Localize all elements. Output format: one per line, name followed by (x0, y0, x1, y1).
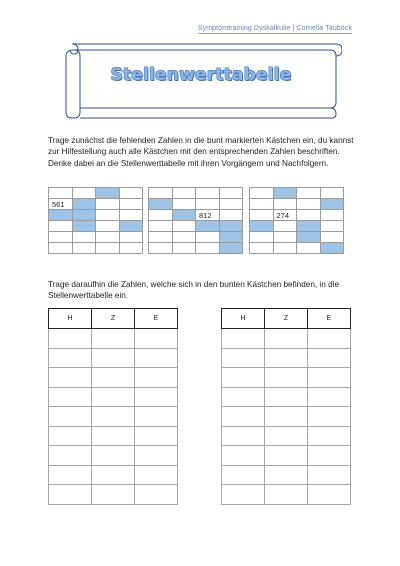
table-cell[interactable] (222, 465, 265, 485)
grid-cell[interactable] (250, 243, 274, 254)
table-row (49, 485, 178, 505)
grid-cell[interactable] (297, 199, 321, 210)
given-number-cell: 274 (273, 210, 297, 221)
grid-cell[interactable] (119, 199, 143, 210)
grid-cell[interactable] (250, 199, 274, 210)
grid-cell[interactable] (149, 232, 173, 243)
table-cell[interactable] (308, 426, 351, 446)
grid-cell[interactable] (149, 210, 173, 221)
highlight-cell[interactable] (320, 243, 344, 254)
table-cell[interactable] (92, 329, 135, 349)
table-cell[interactable] (222, 426, 265, 446)
table-cell[interactable] (308, 465, 351, 485)
table-cell[interactable] (222, 387, 265, 407)
column-header-h: H (49, 309, 92, 329)
table-row (222, 387, 351, 407)
table-row (222, 465, 351, 485)
grid-cell[interactable] (96, 221, 120, 232)
grid-cell[interactable] (273, 221, 297, 232)
given-number-cell: 812 (196, 210, 220, 221)
grid-cell[interactable] (49, 221, 73, 232)
column-header-h: H (222, 309, 265, 329)
table-cell[interactable] (265, 348, 308, 368)
column-header-e: E (135, 309, 178, 329)
table-cell[interactable] (92, 426, 135, 446)
page-title: Stellenwerttabelle (110, 65, 292, 85)
table-cell[interactable] (135, 348, 178, 368)
highlight-cell[interactable] (219, 232, 243, 243)
table-cell[interactable] (265, 329, 308, 349)
table-cell[interactable] (135, 329, 178, 349)
table-cell[interactable] (222, 407, 265, 427)
grid-cell[interactable] (49, 243, 73, 254)
header-credit: Symptomtraining Dyskalkulie | Cornelia Tauböck (197, 25, 352, 32)
grid-cell[interactable] (297, 210, 321, 221)
table-cell[interactable] (222, 485, 265, 505)
grid-cell[interactable] (149, 188, 173, 199)
table-cell[interactable] (222, 348, 265, 368)
grid-cell[interactable] (273, 243, 297, 254)
table-cell[interactable] (92, 387, 135, 407)
column-header-z: Z (92, 309, 135, 329)
table-cell[interactable] (135, 387, 178, 407)
grid-cell[interactable] (219, 199, 243, 210)
highlight-cell[interactable] (219, 221, 243, 232)
highlight-cell[interactable] (297, 221, 321, 232)
table-cell[interactable] (265, 387, 308, 407)
grid-cell[interactable] (320, 232, 344, 243)
table-cell[interactable] (49, 368, 92, 388)
grid-cell[interactable] (297, 243, 321, 254)
highlight-cell[interactable] (49, 210, 73, 221)
table-row (222, 407, 351, 427)
table-row (49, 368, 178, 388)
table-cell[interactable] (49, 446, 92, 466)
table-row (49, 426, 178, 446)
table-cell[interactable] (49, 407, 92, 427)
highlight-cell[interactable] (149, 199, 173, 210)
grid-cell[interactable] (250, 210, 274, 221)
table-cell[interactable] (92, 348, 135, 368)
grid-cell[interactable] (119, 243, 143, 254)
table-cell[interactable] (49, 485, 92, 505)
table-cell[interactable] (135, 485, 178, 505)
table-cell[interactable] (308, 368, 351, 388)
table-cell[interactable] (135, 368, 178, 388)
grid-cell[interactable] (219, 188, 243, 199)
grid-cell[interactable] (196, 232, 220, 243)
table-row (222, 446, 351, 466)
grid-cell[interactable] (320, 221, 344, 232)
table-cell[interactable] (308, 446, 351, 466)
grid-cell[interactable] (297, 188, 321, 199)
table-cell[interactable] (135, 446, 178, 466)
grid-cell[interactable] (72, 232, 96, 243)
table-cell[interactable] (92, 485, 135, 505)
table-row (49, 407, 178, 427)
table-cell[interactable] (49, 329, 92, 349)
table-cell[interactable] (308, 348, 351, 368)
grid-cell[interactable] (96, 199, 120, 210)
grid-cell[interactable] (119, 232, 143, 243)
place-value-table-2 (221, 308, 351, 505)
grid-cell[interactable] (273, 232, 297, 243)
place-value-table-1 (48, 308, 178, 505)
table-row (49, 387, 178, 407)
grid-cell[interactable] (172, 232, 196, 243)
table-row (222, 485, 351, 505)
table-cell[interactable] (222, 329, 265, 349)
table-cell[interactable] (135, 407, 178, 427)
table-row (222, 426, 351, 446)
highlight-cell[interactable] (72, 210, 96, 221)
grid-cell[interactable] (49, 232, 73, 243)
highlight-cell[interactable] (119, 221, 143, 232)
table-cell[interactable] (135, 426, 178, 446)
table-row (49, 348, 178, 368)
table-cell[interactable] (308, 387, 351, 407)
number-grid-2 (148, 187, 243, 254)
grid-cell[interactable] (49, 188, 73, 199)
table-cell[interactable] (49, 426, 92, 446)
instruction-text-1: Trage zunächst die fehlenden Zahlen in die bunt markierten Kästchen ein, du kannst zur Hilfestellung auch alle Kästchen mit den entsprechenden Zahlen beschriften. Denke dabei an die Stellenwerttabelle mit ihren Vorgängern und Nachfolgern. (48, 136, 354, 168)
grid-cell[interactable] (250, 188, 274, 199)
table-cell[interactable] (92, 446, 135, 466)
highlight-cell[interactable] (196, 221, 220, 232)
highlight-cell[interactable] (72, 199, 96, 210)
highlight-cell[interactable] (250, 221, 274, 232)
highlight-cell[interactable] (219, 243, 243, 254)
grid-cell[interactable] (250, 232, 274, 243)
grid-cell[interactable] (320, 188, 344, 199)
table-cell[interactable] (308, 485, 351, 505)
table-cell[interactable] (222, 368, 265, 388)
table-cell[interactable] (92, 368, 135, 388)
table-cell[interactable] (135, 465, 178, 485)
highlight-cell[interactable] (96, 188, 120, 199)
table-cell[interactable] (308, 407, 351, 427)
grid-cell[interactable] (172, 199, 196, 210)
grid-cell[interactable] (219, 210, 243, 221)
column-header-z: Z (265, 309, 308, 329)
grid-cell[interactable] (119, 188, 143, 199)
table-row (222, 329, 351, 349)
highlight-cell[interactable] (172, 210, 196, 221)
table-cell[interactable] (265, 426, 308, 446)
instruction-text-2: Trage daraufhin die Zahlen, welche sich in den bunten Kästchen befinden, in die Stellenwerttabelle ein. (48, 280, 340, 301)
given-number-cell: 561 (49, 199, 73, 210)
table-cell[interactable] (92, 465, 135, 485)
table-cell[interactable] (265, 465, 308, 485)
grid-cell[interactable] (172, 243, 196, 254)
table-row (49, 465, 178, 485)
table-row (222, 368, 351, 388)
grid-cell[interactable] (196, 188, 220, 199)
grid-cell[interactable] (72, 188, 96, 199)
table-row (222, 348, 351, 368)
grid-cell[interactable] (119, 210, 143, 221)
table-cell[interactable] (308, 329, 351, 349)
grid-cell[interactable] (72, 243, 96, 254)
highlight-cell[interactable] (273, 188, 297, 199)
grid-cell[interactable] (149, 221, 173, 232)
grid-cell[interactable] (172, 221, 196, 232)
number-grid-1 (48, 187, 143, 254)
highlight-cell[interactable] (320, 199, 344, 210)
grid-cell[interactable] (273, 199, 297, 210)
grid-cell[interactable] (96, 232, 120, 243)
table-row (49, 329, 178, 349)
table-cell[interactable] (49, 387, 92, 407)
table-cell[interactable] (49, 465, 92, 485)
grid-cell[interactable] (172, 188, 196, 199)
highlight-cell[interactable] (72, 221, 96, 232)
grid-cell[interactable] (196, 199, 220, 210)
table-cell[interactable] (92, 407, 135, 427)
grid-cell[interactable] (320, 210, 344, 221)
grid-cell[interactable] (96, 210, 120, 221)
table-cell[interactable] (49, 348, 92, 368)
number-grid-3 (249, 187, 344, 254)
table-cell[interactable] (222, 446, 265, 466)
highlight-cell[interactable] (297, 232, 321, 243)
column-header-e: E (308, 309, 351, 329)
grid-cell[interactable] (96, 243, 120, 254)
table-row (49, 446, 178, 466)
grid-cell[interactable] (196, 243, 220, 254)
table-cell[interactable] (265, 446, 308, 466)
table-cell[interactable] (265, 368, 308, 388)
grid-cell[interactable] (149, 243, 173, 254)
table-cell[interactable] (265, 485, 308, 505)
table-cell[interactable] (265, 407, 308, 427)
